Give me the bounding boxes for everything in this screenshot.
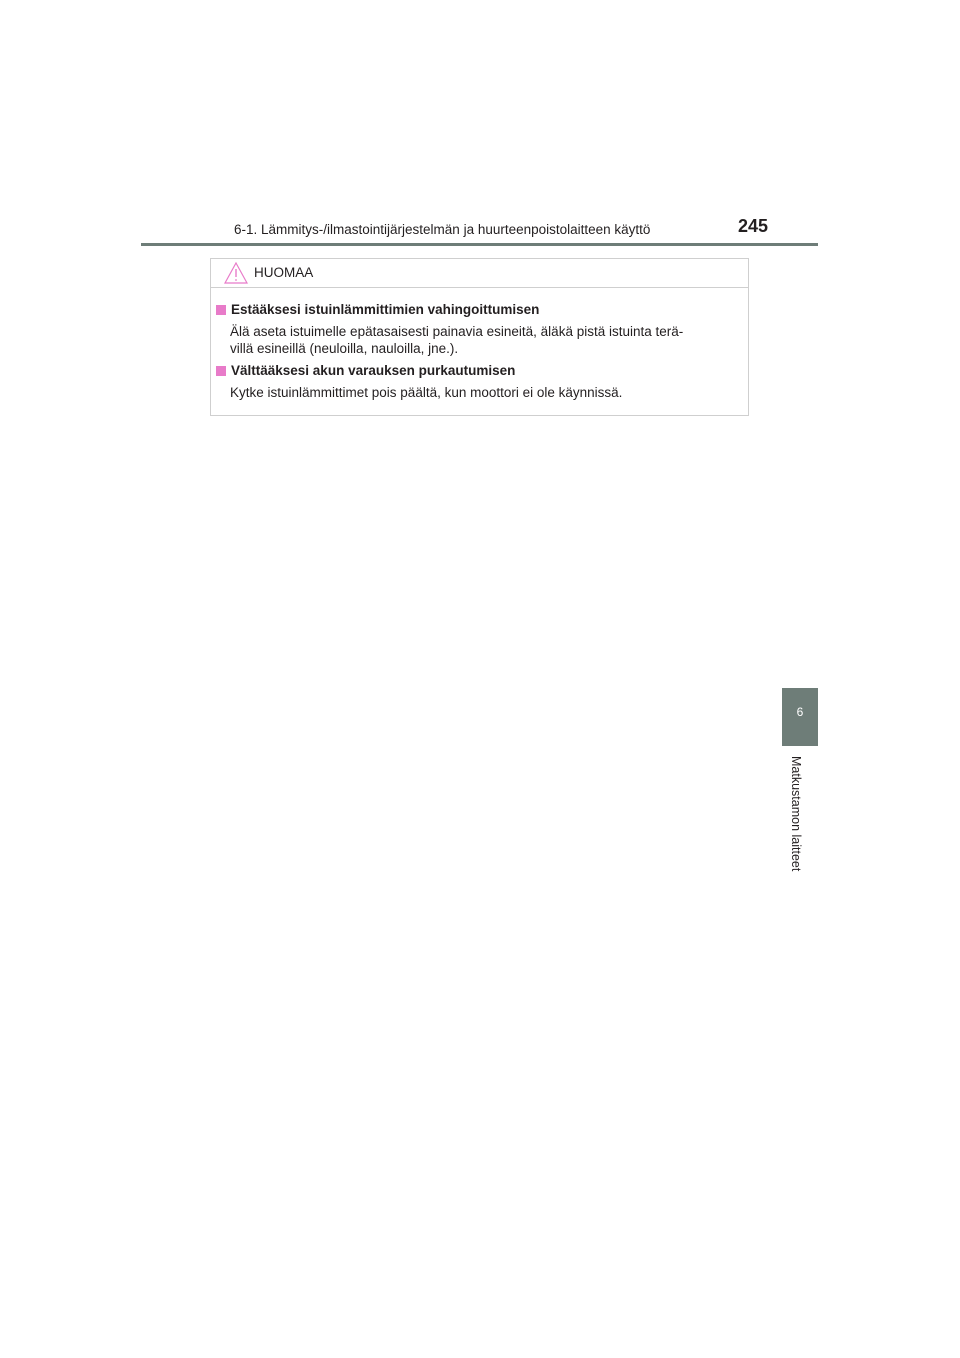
warning-triangle-icon xyxy=(224,262,248,284)
notice-label: HUOMAA xyxy=(254,265,314,280)
notice-item-body xyxy=(230,323,745,357)
body-line: Kytke istuinlämmittimet pois päältä, kun moottori ei ole käynnissä. xyxy=(230,385,623,400)
page-number: 245 xyxy=(738,216,769,236)
notice-header xyxy=(211,259,748,288)
notice-item-heading: Välttääksesi akun varauksen purkautumisen xyxy=(216,363,515,378)
notice-item-body xyxy=(230,384,745,401)
body-line: Älä aseta istuimelle epätasaisesti painavia esineitä, äläkä pistä istuinta terä- xyxy=(230,324,684,339)
header-rule xyxy=(141,243,818,246)
chapter-label: Matkustamon laitteet xyxy=(789,756,803,872)
notice-item-heading: Estääksesi istuinlämmittimien vahingoittumisen xyxy=(216,302,539,317)
header-title: 6-1. Lämmitys-/ilmastointijärjestelmän ja huurteenpoistolaitteen käyttö xyxy=(234,222,651,237)
chapter-number: 6 xyxy=(796,705,804,719)
bullet-square-icon xyxy=(216,366,226,376)
body-line: villä esineillä (neuloilla, nauloilla, jne.). xyxy=(230,341,459,356)
notice-box xyxy=(210,258,749,416)
bullet-square-icon xyxy=(216,305,226,315)
chapter-tab xyxy=(782,688,818,746)
